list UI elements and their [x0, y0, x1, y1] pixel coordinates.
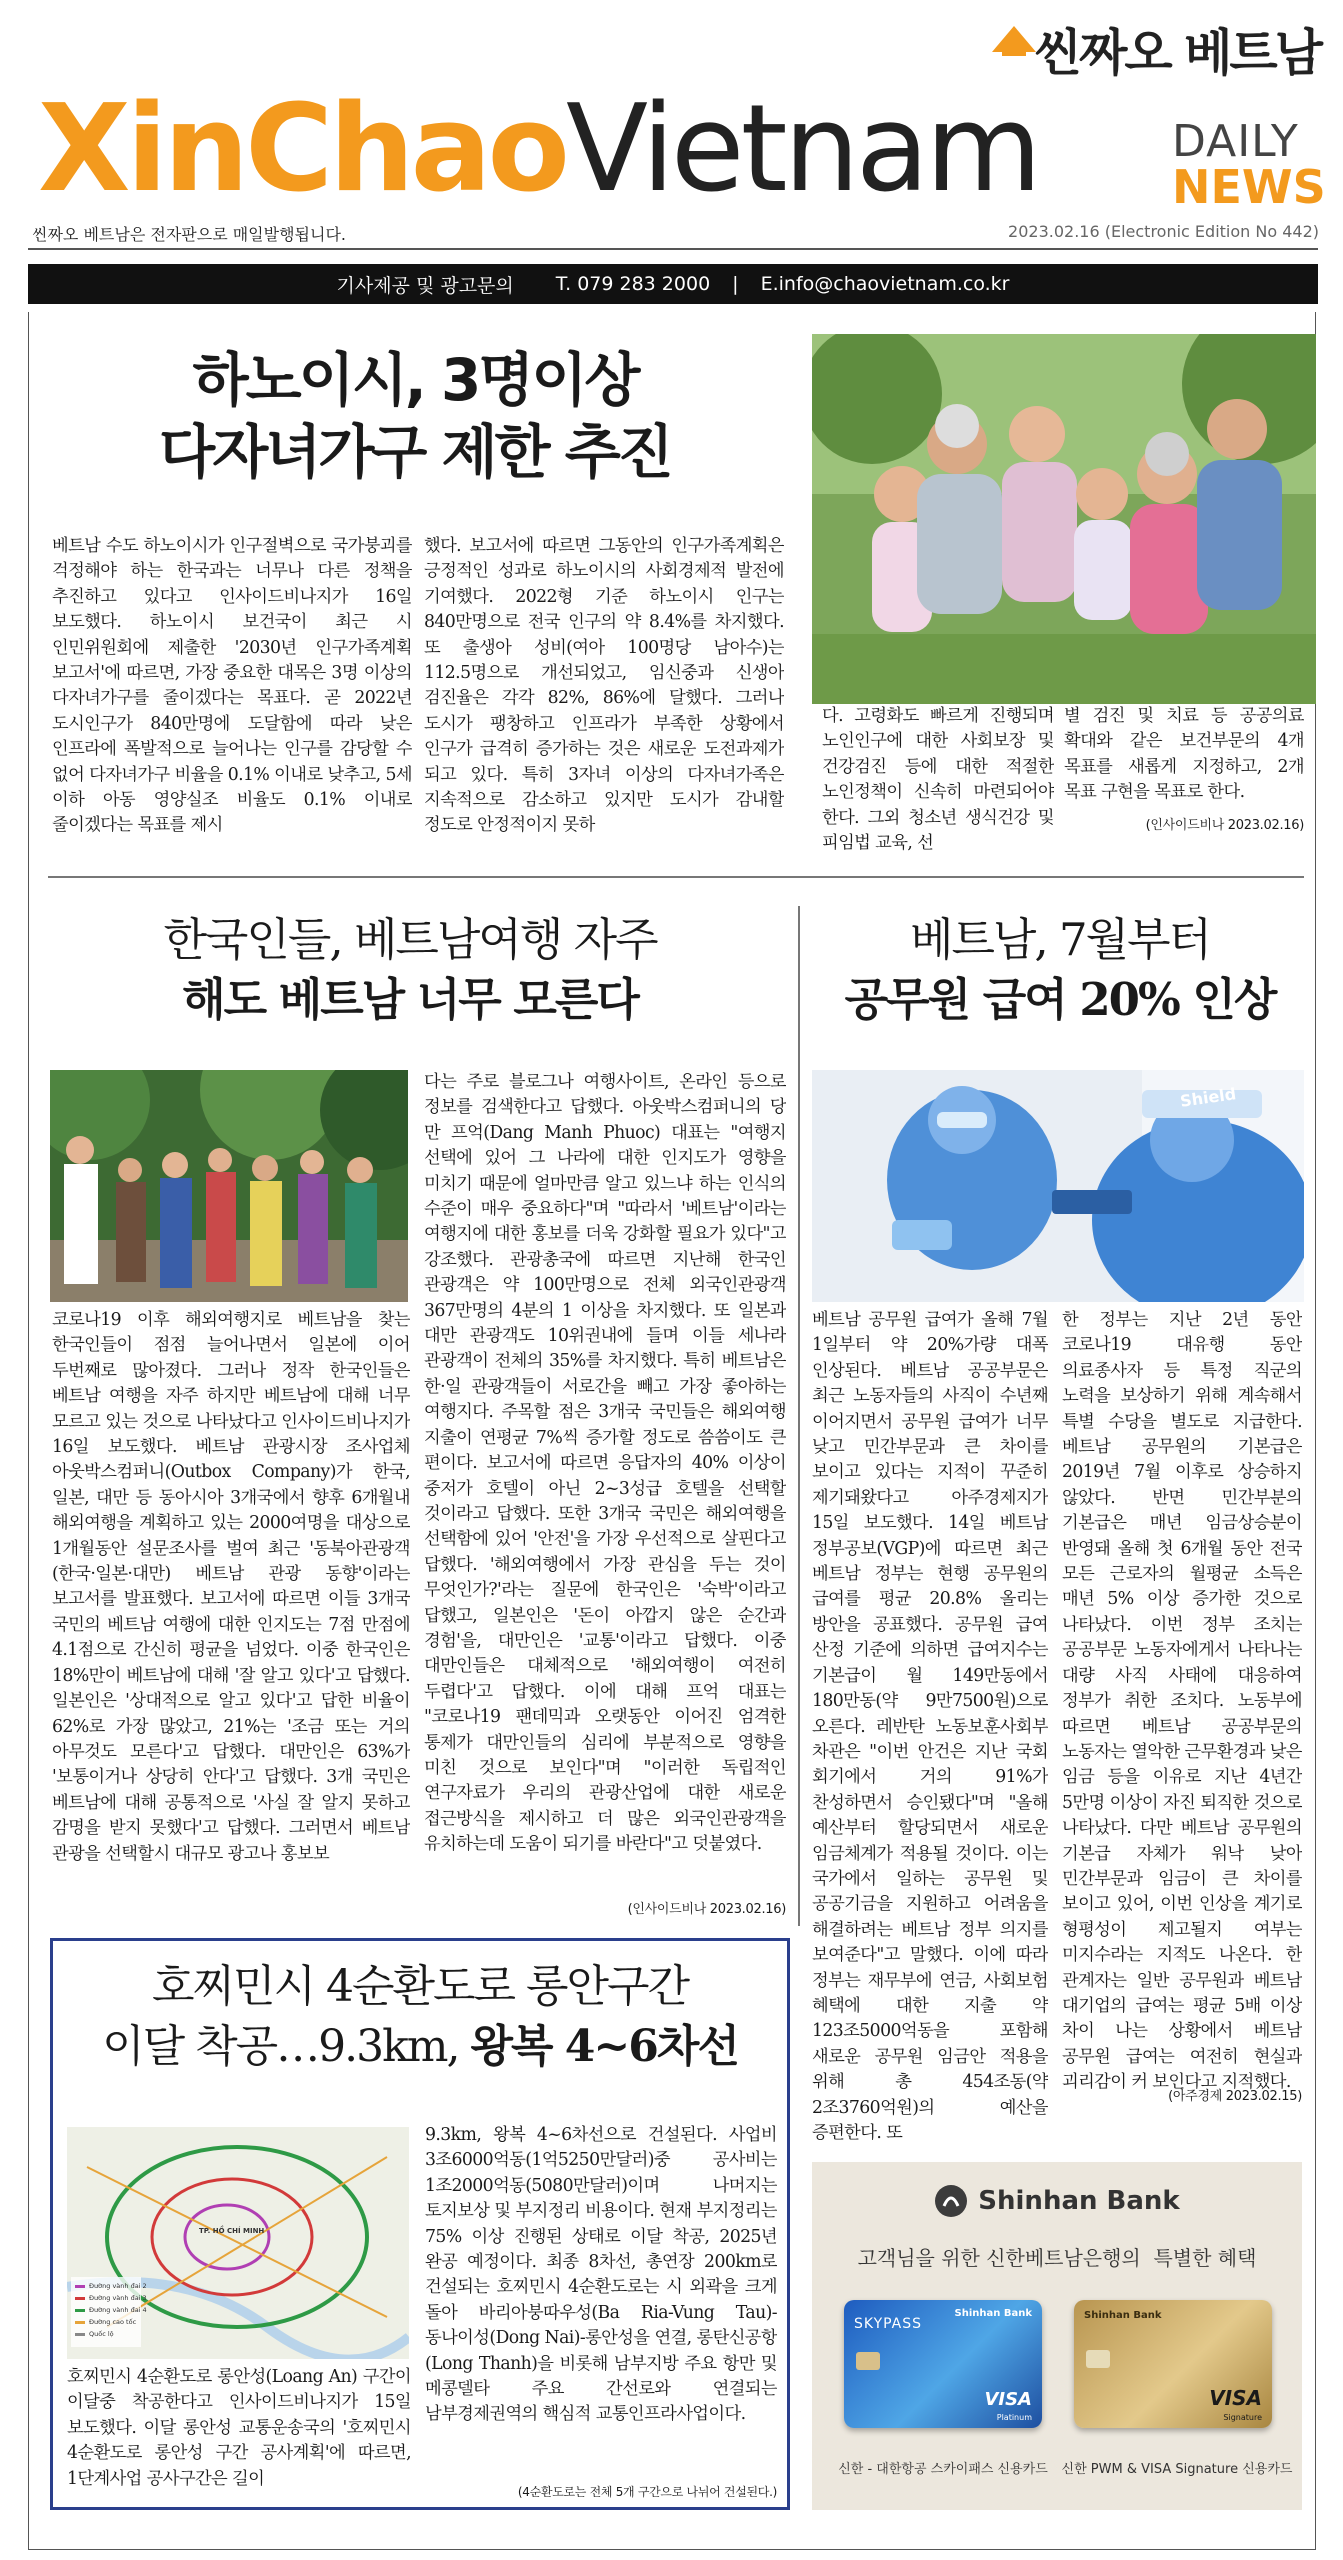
- article-hanoi-col-4: 별 검진 및 치료 등 공공의료 확대와 같은 보건부문의 4개 목표를 새롭게 지정하고, 2개 목표 구현을 목표로 한다.: [1064, 706, 1304, 803]
- daily-label: DAILY: [1172, 116, 1299, 167]
- article-salary-col-1: 베트남 공무원 급여가 올해 7월 1일부터 약 20%가량 대폭 인상된다. 베트남 공공부문은 최근 노동자들의 사직이 수년째 이어지면서 공무원 급여가 너무 낮고 민간부문과 큰 차이를 보이고 있다는 지적이 꾸준히 제기돼왔다고 아주경제지가 15일 보도했다. 14일 베트남 정부공보(VGP)에 따르면 최근 베트남 정부는 현행 공무원의 급여를 평균 20.8% 올리는 방안을 공표했다. 공무원 급여 산정 기준에 의하면 급여지수는 기본급이 월 149만동에서 180만동(약 9만7500원)으로 오른다. 레반탄 노동보훈사회부 차관은 "이번 안건은 지난 국회 회기에서 거의 91%가 찬성하면서 승인됐다"며 "올해 예산부터 할당되면서 새로운 임금체계가 적용될 것이다. 이는 국가에서 일하는 공무원 및 공공기금을 지원하고 어려움을 해결하려는 베트남 정부 의지를 보여준다"고 말했다. 이에 따라 정부는 재무부에 연금, 사회보험 혜택에 대한 지출 약 123조5000억동을 포함해 새로운 공무원 임금안 적용을 위해 총 454조동(약 2조3760억원)의 예산을 증편한다. 또: [812, 1310, 1048, 2143]
- card-tier: Platinum: [996, 2413, 1032, 2422]
- shinhan-ad[interactable]: [812, 2162, 1302, 2510]
- article-tourism-credit: (인사이드비나 2023.02.16): [627, 1902, 786, 1917]
- article-ring-road-col-1: 호찌민시 4순환도로 롱안성(Loang An) 구간이 이달중 착공한다고 인사이드비나지가 15일 보도했다. 이달 롱안성 교통운송국의 '호찌민시 4순환도로 롱안성 구간 공사계획'에 따르면, 1단계사업 공사구간은 길이: [67, 2367, 411, 2489]
- article-salary: [800, 880, 1320, 2150]
- shield-visor-text: Shield: [1178, 1084, 1238, 1111]
- headline-line-1: 베트남, 7월부터: [909, 913, 1211, 966]
- headline-line-2a: 이달 착공…9.3km,: [102, 2021, 471, 2072]
- headline-line-2: 공무원 급여 20% 인상: [844, 973, 1276, 1026]
- headline-line-2b: 왕복 4~6차선: [470, 2021, 738, 2072]
- article-salary-credit: (아주경제 2023.02.15): [1168, 2089, 1302, 2104]
- contact-email[interactable]: E.info@chaovietnam.co.kr: [760, 273, 1010, 295]
- masthead-divider: [28, 248, 1318, 250]
- ad-tagline: 고객님을 위한 신한베트남은행의 특별한 혜택: [857, 2246, 1257, 2270]
- contact-label: 기사제공 및 광고문의: [336, 274, 514, 297]
- article-ring-road: [50, 1938, 790, 2510]
- map-legend: [89, 2280, 147, 2340]
- edition-notice: 씬짜오 베트남은 전자판으로 매일발행됩니다.: [32, 225, 347, 244]
- contact-bar: [28, 264, 1318, 304]
- logo-vietnam: Vietnam: [566, 80, 1039, 219]
- article-hanoi: [0, 312, 1343, 872]
- shinhan-name: Shinhan Bank: [978, 2186, 1180, 2216]
- headline-line-1: 한국인들, 베트남여행 자주: [163, 913, 657, 966]
- article-hanoi-col-2: 했다. 보고서에 따르면 그동안의 인구가족계획은 긍정적인 성과로 하노이시의 사회경제적 발전에 기여했다. 2022형 기준 하노이시 인구는 840만명으로 전국 인구의 약 8.4%를 차지했다. 또 출생아 성비(여아 100명당 남아수)는 112.5명으로 개선되었고, 임신중과 신생아 검진율은 각각 82%, 86%에 달했다. 그러나 도시가 팽창하고 인프라가 부족한 상황에서 인구가 급격히 증가하는 것은 새로운 도전과제가 되고 있다. 특히 3자녀 이상의 다자녀가족은 지속적으로 감소하고 있지만 도시가 감내할 정도로 안정적이지 못하: [424, 536, 784, 836]
- article-tourism: [0, 880, 800, 1926]
- article-tourism-col-2: 다는 주로 블로그나 여행사이트, 온라인 등으로 정보를 검색한다고 답했다. 아웃박스컴퍼니의 당 만 프억(Dang Manh Phuoc) 대표는 "여행지 선택에 있어 그 나라에 대한 인지도가 영향을 미치기 때문에 얼마만큼 알고 있느냐 하는 인식의 수준이 매우 중요하다"며 "따라서 '베트남'이라는 여행지에 대한 홍보를 더욱 강화할 필요가 있다"고 강조했다. 관광총국에 따르면 지난해 한국인 관광객은 약 100만명으로 전체 외국인관광객 367만명의 4분의 1 이상을 차지했다. 또 일본과 대만 관광객도 10위권내에 들며 이들 세나라 관광객이 전체의 35%를 차지했다. 특히 베트남은 한·일 관광객들이 서로간을 빼고 가장 좋아하는 여행지다. 주목할 점은 3개국 국민들은 해외여행 지출이 연평균 7%씩 증가할 정도로 씀씀이도 큰 편이다. 보고서에 따르면 응답자의 40% 이상이 중저가 호텔이 아닌 2~3성급 호텔을 선택할 것이라고 답했다. 또한 3개국 국민은 해외여행을 선택함에 있어 '안전'을 가장 우선적으로 살핀다고 답했다. '해외여행에서 가장 관심을 두는 것이 무엇인가?'라는 질문에 한국인은 '숙박'이라고 답했고, 일본인은 '돈이 아깝지 않은 순간과 경험'을, 대만인은 '교통'이라고 답했다. 이중 대만인들은 대체적으로 '해외여행이 여전히 두렵다'고 답했다. 이에 대해 프억 대표는 "코로나19 팬데믹과 오랫동안 이어진 엄격한 통제가 대만인들의 심리에 부분적으로 영향을 미친 것으로 보인다"며 "이러한 독립적인 연구자료가 우리의 관광산업에 대한 새로운 접근방식을 제시하고 더 많은 외국인관광객을 유치하는데 도움이 되기를 바란다"고 덧붙였다.: [424, 1072, 786, 1855]
- article-salary-col-2: 한 정부는 지난 2년 동안 코로나19 대유행 동안 의료종사자 등 특정 직군의 노력을 보상하기 위해 계속해서 특별 수당을 별도로 지급한다. 베트남 공무원의 기본급은 2019년 7월 이후로 상승하지 않았다. 반면 민간부분의 기본급은 매년 임금상승분이 반영돼 올해 첫 6개월 동안 전국 모든 근로자의 월평균 소득은 매년 5% 이상 증가한 것으로 나타났다. 이번 정부 조치는 공공부문 노동자에게서 나타나는 대량 사직 사태에 대응하여 정부가 취한 조치다. 노동부에 따르면 베트남 공공부문의 노동자는 열악한 근무환경과 낮은 임금 등을 이유로 지난 4년간 5만명 이상이 자진 퇴직한 것으로 나타났다. 다만 베트남 공무원의 기본급 자체가 워낙 낮아 민간부문과 임금이 큰 차이를 보이고 있어, 이번 인상을 계기로 형평성이 제고될지 여부는 미지수라는 지적도 나온다. 한 관계자는 일반 공무원과 베트남 대기업의 급여는 평균 5배 이상 차이 나는 상황에서 베트남 공무원 급여는 여전히 현실과 괴리감이 커 보인다고 지적했다.: [1062, 1310, 1302, 2093]
- headline-line-1: 하노이시, 3명이상: [192, 346, 638, 414]
- card-network: VISA: [984, 2389, 1032, 2410]
- map-city-label: TP. HỒ CHÍ MINH: [199, 2227, 265, 2235]
- article-hanoi-credit: (인사이드비나 2023.02.16): [1145, 818, 1304, 833]
- korean-logo: [990, 22, 1320, 82]
- headline-line-1: 호찌민시 4순환도로 롱안구간: [151, 1961, 688, 2012]
- article-hanoi-col-3: 다. 고령화도 빠르게 진행되며 노인인구에 대한 사회보장 및 건강검진 등에 대한 적절한 노인정책이 신속히 마련되어야 한다. 그외 청소년 생식건강 및 피임법 교육, 선: [822, 706, 1054, 854]
- article-hanoi-headline: [50, 344, 780, 488]
- headline-line-2: 다자녀가구 제한 추진: [159, 418, 671, 486]
- article-tourism-headline: [40, 910, 780, 1030]
- shinhan-logo: [812, 2184, 1302, 2218]
- card-network: VISA: [1209, 2386, 1262, 2410]
- contact-phone: T. 079 283 2000: [555, 273, 711, 295]
- shinhan-logo-icon: [934, 2184, 968, 2218]
- contact-separator: |: [732, 273, 739, 295]
- tourism-crowd-photo: [50, 1070, 408, 1302]
- legend-item: Đường vành đai 4: [89, 2306, 147, 2314]
- card2-caption: 신한 PWM & VISA Signature 신용카드: [1061, 2462, 1293, 2477]
- card-product: SKYPASS: [854, 2316, 923, 2332]
- article-ring-road-col-2: 9.3km, 왕복 4~6차선으로 건설된다. 사업비 3조6000억동(1억5250만달러)중 공사비는 1조2000억동(5080만달러)이며 나머지는 토지보상 및 부지정리 비용이다. 현재 부지정리는 75% 이상 진행된 상태로 이달 착공, 2025년 완공 예정이다. 최종 8차선, 총연장 200km로 건설되는 호찌민시 4순환도로는 시 외곽을 크게 돌아 바리아붕따우성(Ba Ria-Vung Tau)-동나이성(Dong Nai)-롱안성을 연결, 롱탄신공항(Long Thanh)을 비롯해 남부지방 주요 항만 및 메콩델타 주요 간선로와 연결되는 남부경제권역의 핵심적 교통인프라사업이다.: [425, 2125, 777, 2425]
- article-ring-road-headline: [53, 1957, 787, 2077]
- legend-item: Đường vành đai 3: [89, 2294, 147, 2302]
- article-ring-road-caption: (4순환도로는 전체 5개 구간으로 나뉘어 건설된다.): [517, 2485, 777, 2499]
- legend-item: Quốc lộ: [89, 2330, 114, 2338]
- english-logo: [38, 80, 1038, 220]
- article-tourism-col-1: 코로나19 이후 해외여행지로 베트남을 찾는 한국인들이 점점 늘어나면서 일본에 이어 두번째로 많아졌다. 그러나 정작 한국인들은 베트남 여행을 자주 하지만 베트남에 대해 너무 모르고 있는 것으로 나타났다고 인사이드비나지가 16일 보도했다. 베트남 관광시장 조사업체 아웃박스컴퍼니(Outbox Company)가 한국, 일본, 대만 등 동아시아 3개국에서 향후 6개월내 해외여행을 계획하고 있는 2000여명을 대상으로 1개월동안 설문조사를 벌여 최근 '동북아관광객(한국·일본·대만) 베트남 관광 동향'이라는 보고서를 발표했다. 보고서에 따르면 이들 3개국 국민의 베트남 여행에 대한 인지도는 7점 만점에 4.1점으로 간신히 평균을 넘었다. 이중 한국인은 18%만이 베트남에 대해 '잘 알고 있다'고 답했다. 일본인은 '상대적으로 알고 있다'고 답한 비율이 62%로 가장 많았고, 21%는 '조금 또는 거의 아무것도 모른다'고 답했다. 대만인은 63%가 '보통이거나 상당히 안다'고 답했다. 3개 국민은 베트남에 대해 공통적으로 '사실 잘 알지 못하고 감명을 받지 못했다'고 답했다. 그러면서 베트남 관광을 선택할시 대규모 광고나 홍보보: [52, 1310, 410, 1864]
- korean-logo-text: 씬짜오 베트남: [1033, 24, 1320, 82]
- card1-caption: 신한 - 대한항공 스카이패스 신용카드: [838, 2462, 1048, 2477]
- article-hanoi-col-1: 베트남 수도 하노이시가 인구절벽으로 국가붕괴를 걱정해야 하는 한국과는 너무나 다른 정책을 추진하고 있다고 인사이드비나지가 16일 보도했다. 하노이시 보건국이 최근 시 인민위원회에 제출한 '2030년 인구가족계획 보고서'에 따르면, 가장 중요한 대목은 3명 이상의 다자녀가구를 줄이겠다는 목표다. 곧 2022년 도시인구가 840만명에 도달함에 따라 낮은 인프라에 폭발적으로 늘어나는 인구를 감당할 수 없어 다자녀가구 비율을 0.1% 이내로 낮추고, 5세 이하 아동 영양실조 비율도 0.1% 이내로 줄이겠다는 목표를 제시: [52, 536, 412, 836]
- article-salary-headline: [810, 910, 1310, 1030]
- headline-line-2: 해도 베트남 너무 모른다: [182, 973, 638, 1026]
- medical-workers-photo: [812, 1070, 1304, 1302]
- logo-xinchao: XinChao: [38, 80, 566, 219]
- card-brand: Shinhan Bank: [954, 2308, 1032, 2319]
- family-photo: [812, 334, 1316, 704]
- legend-item: Đường vành đai 2: [89, 2282, 147, 2290]
- masthead: [0, 0, 1343, 312]
- card-brand: Shinhan Bank: [1084, 2310, 1162, 2321]
- signature-card: [1074, 2300, 1272, 2428]
- divider-horizontal-1: [48, 876, 1304, 878]
- card-chip: [856, 2352, 880, 2370]
- card-tier: Signature: [1223, 2413, 1262, 2422]
- skypass-card: [844, 2300, 1042, 2428]
- news-label: NEWS: [1172, 160, 1326, 214]
- ring-road-map: [67, 2127, 409, 2359]
- legend-item: Đường cao tốc: [89, 2318, 137, 2326]
- edition-info: 2023.02.16 (Electronic Edition No 442): [1008, 222, 1319, 241]
- card-chip: [1086, 2350, 1110, 2368]
